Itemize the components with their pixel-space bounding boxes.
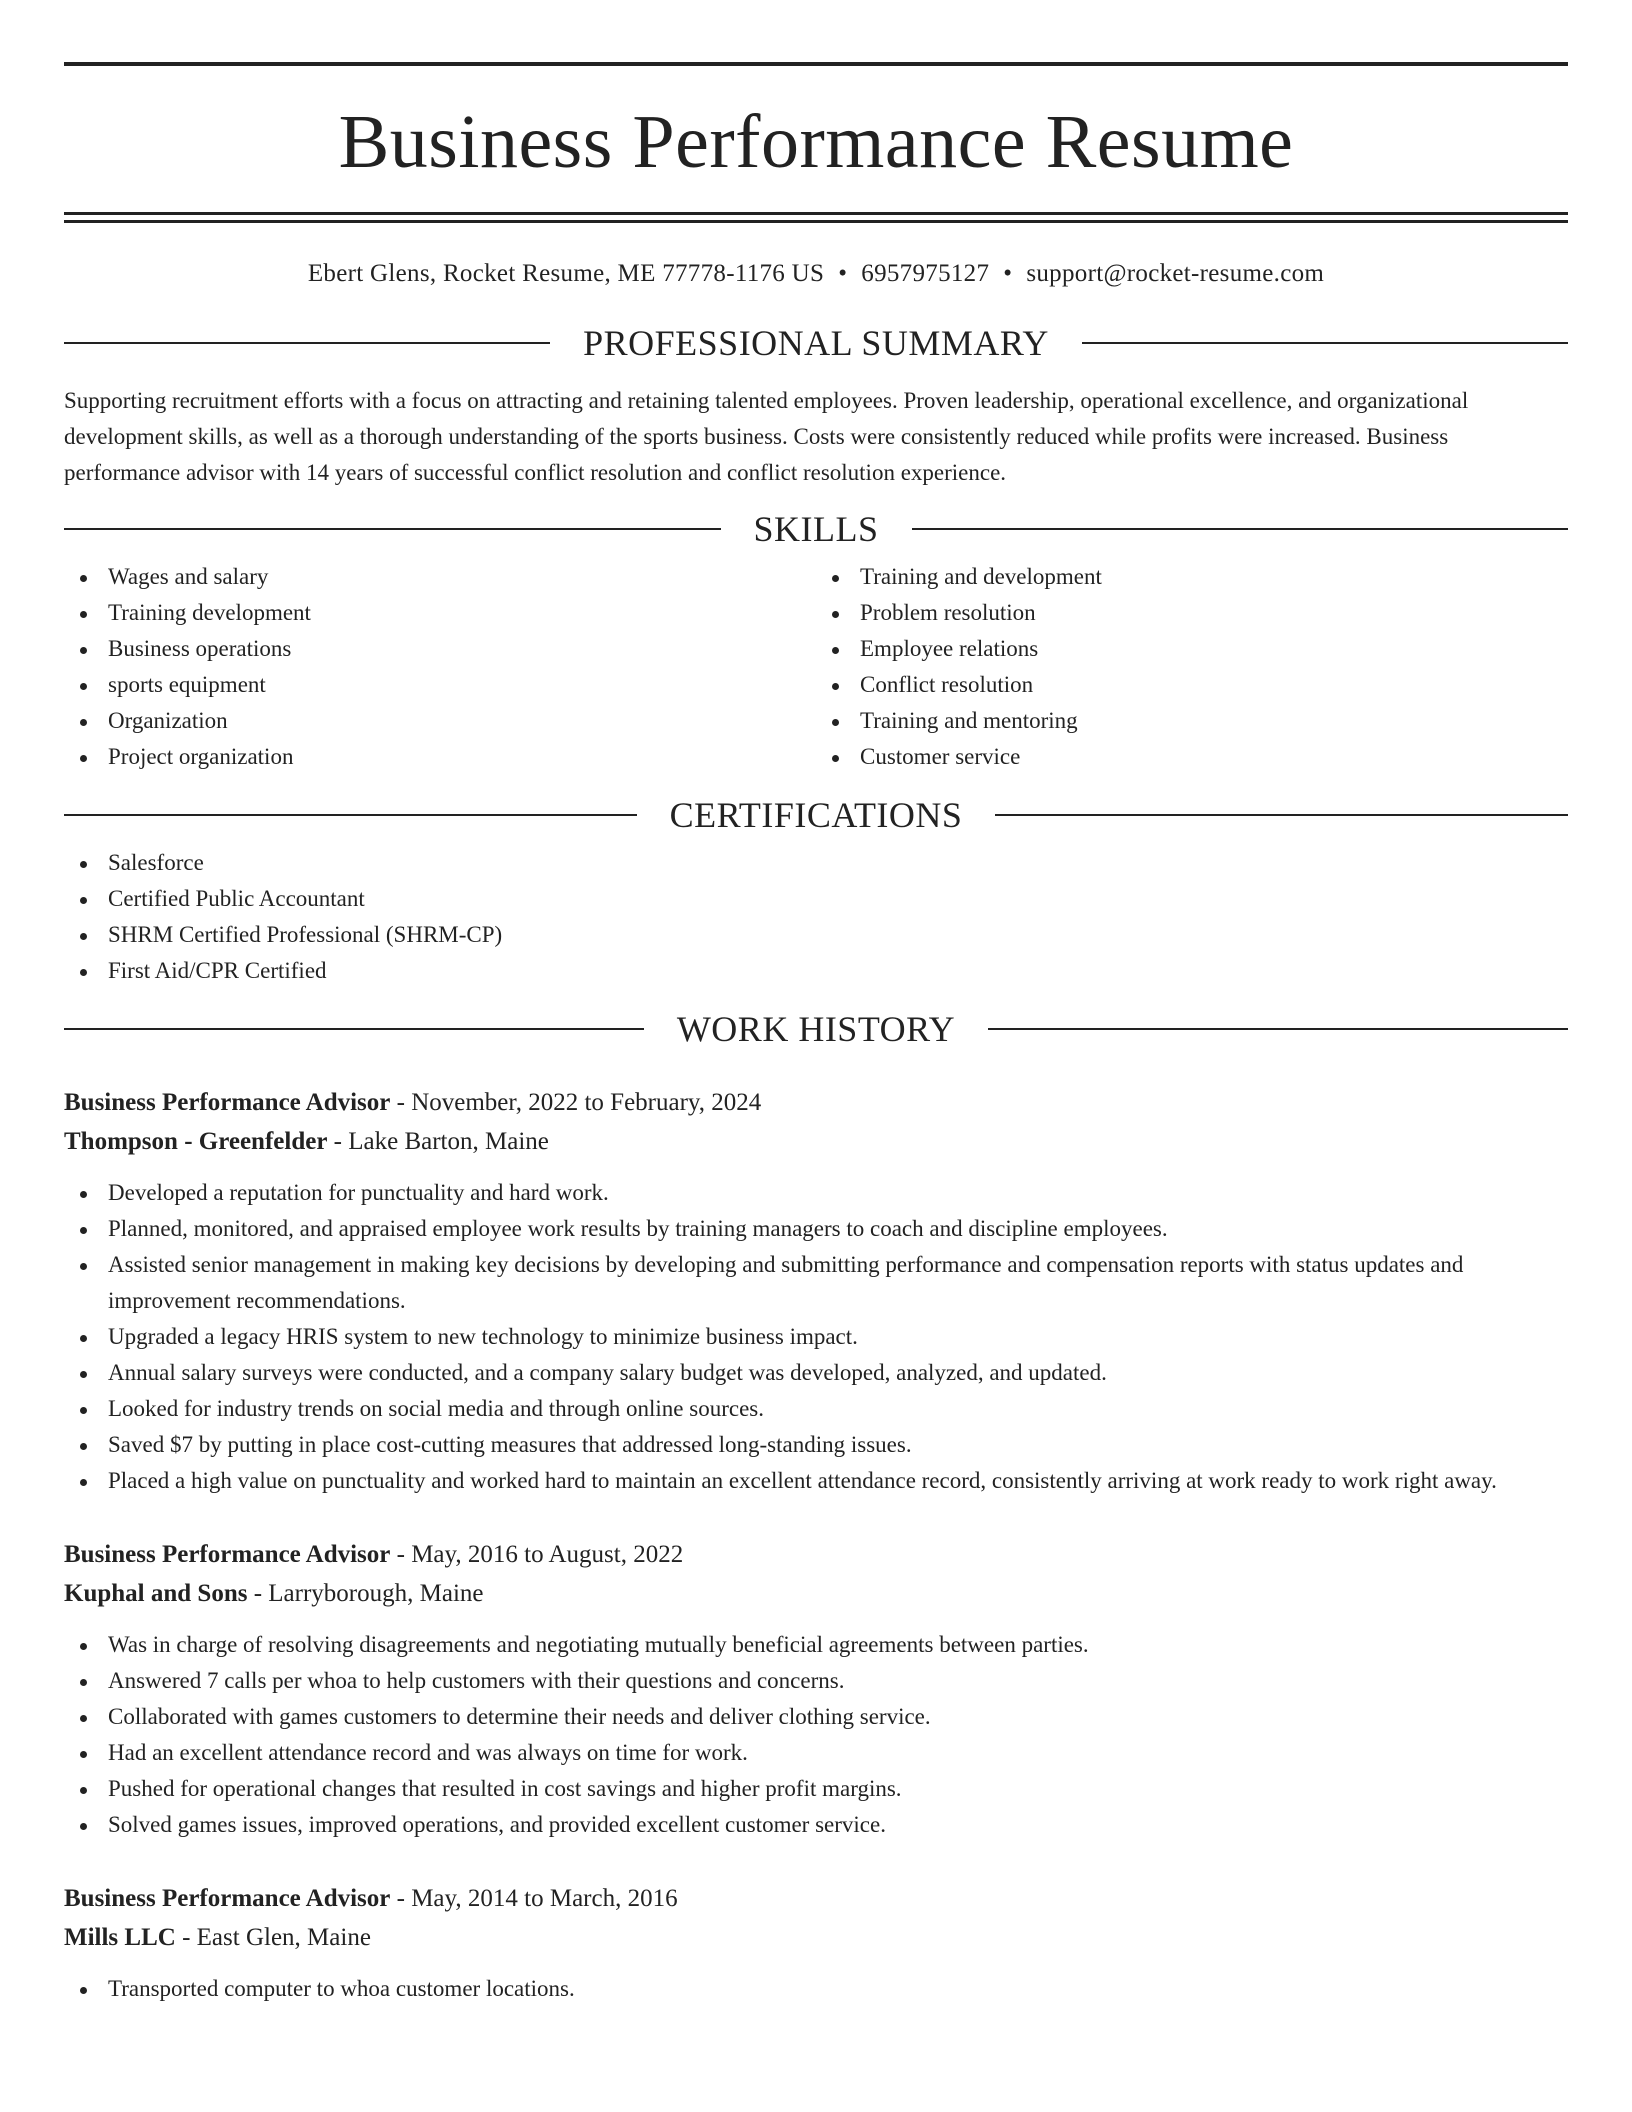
- job-title-line: [64, 1083, 1568, 1122]
- skills-grid: [64, 559, 1568, 775]
- job-entry: [64, 1083, 1568, 1499]
- list-item: Employee relations: [816, 631, 1568, 667]
- job-company: Mills LLC: [64, 1924, 176, 1951]
- job-dates: November, 2022 to February, 2024: [411, 1089, 762, 1116]
- list-item: Assisted senior management in making key decisions by developing and submitting performance and compensation reports with status updates and improvement recommendations.: [64, 1247, 1568, 1319]
- heading-rule-left: [64, 342, 550, 344]
- skills-heading: [64, 511, 1568, 547]
- job-entry: [64, 1535, 1568, 1843]
- dash-separator: -: [175, 1924, 197, 1951]
- list-item: Wages and salary: [64, 559, 816, 595]
- job-company: Thompson - Greenfelder: [64, 1128, 328, 1155]
- list-item: Training and mentoring: [816, 703, 1568, 739]
- list-item: Saved $7 by putting in place cost-cutting measures that addressed long-standing issues.: [64, 1427, 1568, 1463]
- list-item: Salesforce: [64, 845, 1568, 881]
- heading-rule-left: [64, 528, 721, 530]
- list-item: Organization: [64, 703, 816, 739]
- certifications-heading-text: CERTIFICATIONS: [669, 795, 963, 835]
- dash-separator: -: [327, 1128, 349, 1155]
- list-item: Had an excellent attendance record and was always on time for work.: [64, 1735, 1568, 1771]
- contact-address: Ebert Glens, Rocket Resume, ME 77778-1176 US: [307, 260, 825, 287]
- heading-rule-right: [988, 1028, 1568, 1030]
- jobs-container: [64, 1083, 1568, 2007]
- job-title: Business Performance Advisor: [64, 1885, 391, 1912]
- certifications-list: [64, 845, 1568, 989]
- job-company-line: [64, 1574, 1568, 1613]
- dash-separator: -: [390, 1885, 412, 1912]
- list-item: Project organization: [64, 739, 816, 775]
- top-rule: [64, 62, 1568, 66]
- skills-list-left: [64, 559, 816, 775]
- job-bullets: [64, 1971, 1568, 2007]
- dash-separator: -: [390, 1089, 412, 1116]
- heading-rule-left: [64, 1028, 644, 1030]
- skills-list-right: [816, 559, 1568, 775]
- list-item: Was in charge of resolving disagreements and negotiating mutually beneficial agreements between parties.: [64, 1627, 1568, 1663]
- job-company-line: [64, 1918, 1568, 1957]
- job-location: Larryborough, Maine: [268, 1580, 484, 1607]
- list-item: First Aid/CPR Certified: [64, 953, 1568, 989]
- list-item: Transported computer to whoa customer locations.: [64, 1971, 1568, 2007]
- heading-rule-right: [1082, 342, 1568, 344]
- work-history-heading-text: WORK HISTORY: [676, 1009, 956, 1049]
- job-dates: May, 2016 to August, 2022: [411, 1541, 684, 1568]
- contact-email: support@rocket-resume.com: [1026, 260, 1325, 287]
- dash-separator: -: [247, 1580, 269, 1607]
- list-item: Placed a high value on punctuality and worked hard to maintain an excellent attendance record, consistently arriving at work ready to work right away.: [64, 1463, 1568, 1499]
- title-double-rule: [64, 212, 1568, 223]
- list-item: Looked for industry trends on social media and through online sources.: [64, 1391, 1568, 1427]
- list-item: Conflict resolution: [816, 667, 1568, 703]
- list-item: Annual salary surveys were conducted, and a company salary budget was developed, analyzed, and updated.: [64, 1355, 1568, 1391]
- list-item: Problem resolution: [816, 595, 1568, 631]
- list-item: Developed a reputation for punctuality and hard work.: [64, 1175, 1568, 1211]
- heading-rule-right: [995, 814, 1568, 816]
- list-item: Training development: [64, 595, 816, 631]
- list-item: Solved games issues, improved operations, and provided excellent customer service.: [64, 1807, 1568, 1843]
- contact-separator: •: [1003, 260, 1013, 287]
- job-dates: May, 2014 to March, 2016: [411, 1885, 678, 1912]
- job-company-line: [64, 1122, 1568, 1161]
- contact-phone: 6957975127: [861, 260, 990, 287]
- job-location: Lake Barton, Maine: [348, 1128, 549, 1155]
- skills-heading-text: SKILLS: [753, 509, 879, 549]
- summary-paragraph: Supporting recruitment efforts with a focus on attracting and retaining talented employees. Proven leadership, operational excellence, and organizational development skills, as well as a thorough understanding of the sports business. Costs were consistently reduced while profits were increased. Business performance advisor with 14 years of successful conflict resolution and conflict resolution experience.: [64, 388, 1469, 485]
- job-bullets: [64, 1627, 1568, 1843]
- heading-rule-left: [64, 814, 637, 816]
- list-item: Pushed for operational changes that resulted in cost savings and higher profit margins.: [64, 1771, 1568, 1807]
- summary-heading-text: PROFESSIONAL SUMMARY: [583, 323, 1049, 363]
- contact-separator: •: [838, 260, 848, 287]
- list-item: Certified Public Accountant: [64, 881, 1568, 917]
- job-entry: [64, 1879, 1568, 2007]
- contact-line: [64, 260, 1568, 296]
- list-item: Answered 7 calls per whoa to help customers with their questions and concerns.: [64, 1663, 1568, 1699]
- summary-heading: [64, 325, 1568, 361]
- list-item: Upgraded a legacy HRIS system to new technology to minimize business impact.: [64, 1319, 1568, 1355]
- list-item: Planned, monitored, and appraised employee work results by training managers to coach and discipline employees.: [64, 1211, 1568, 1247]
- list-item: Business operations: [64, 631, 816, 667]
- heading-rule-right: [912, 528, 1569, 530]
- job-location: East Glen, Maine: [196, 1924, 371, 1951]
- list-item: SHRM Certified Professional (SHRM-CP): [64, 917, 1568, 953]
- job-company: Kuphal and Sons: [64, 1580, 248, 1607]
- document-title: Business Performance Resume: [338, 100, 1294, 184]
- list-item: Collaborated with games customers to determine their needs and deliver clothing service.: [64, 1699, 1568, 1735]
- job-title-line: [64, 1879, 1568, 1918]
- job-bullets: [64, 1175, 1568, 1499]
- list-item: Training and development: [816, 559, 1568, 595]
- dash-separator: -: [390, 1541, 412, 1568]
- list-item: Customer service: [816, 739, 1568, 775]
- certifications-heading: [64, 797, 1568, 833]
- job-title: Business Performance Advisor: [64, 1541, 391, 1568]
- job-title-line: [64, 1535, 1568, 1574]
- work-history-heading: [64, 1011, 1568, 1047]
- list-item: sports equipment: [64, 667, 816, 703]
- job-title: Business Performance Advisor: [64, 1089, 391, 1116]
